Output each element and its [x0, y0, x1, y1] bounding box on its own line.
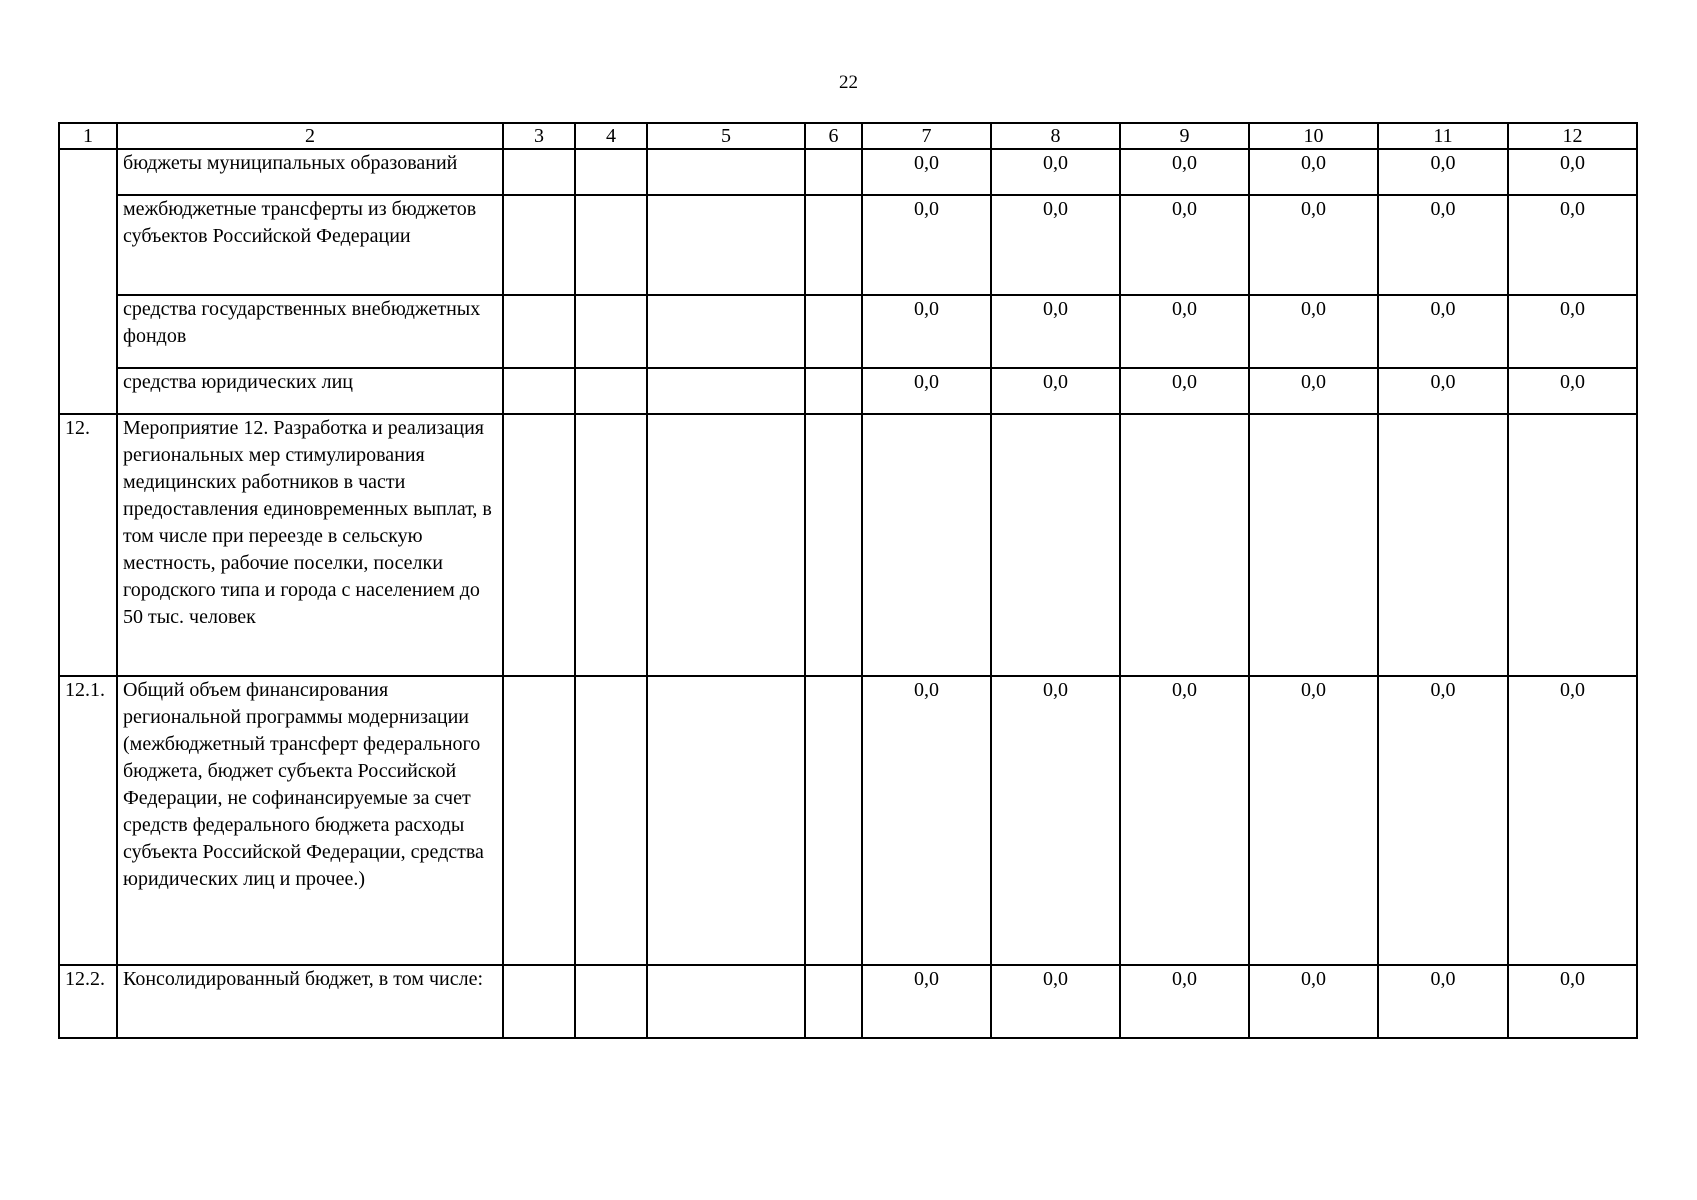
- empty-cell: [647, 965, 805, 1038]
- row-description: средства юридических лиц: [117, 368, 503, 414]
- value-cell: 0,0: [1508, 368, 1637, 414]
- row-description: бюджеты муниципальных образований: [117, 149, 503, 195]
- value-cell: 0,0: [1249, 676, 1378, 965]
- value-cell: [991, 414, 1120, 676]
- header-cell: 12: [1508, 123, 1637, 149]
- value-cell: 0,0: [991, 195, 1120, 295]
- value-cell: 0,0: [1120, 295, 1249, 368]
- value-cell: 0,0: [862, 965, 991, 1038]
- empty-cell: [575, 149, 647, 195]
- row-description: межбюджетные трансферты из бюджетов субъектов Российской Федерации: [117, 195, 503, 295]
- table-row: [59, 676, 1637, 965]
- header-row: [59, 123, 1637, 149]
- empty-cell: [805, 295, 862, 368]
- empty-cell: [647, 414, 805, 676]
- empty-cell: [575, 295, 647, 368]
- row-description: средства государственных внебюджетных фондов: [117, 295, 503, 368]
- header-cell: 9: [1120, 123, 1249, 149]
- value-cell: [1120, 414, 1249, 676]
- header-cell: 5: [647, 123, 805, 149]
- table-row: [59, 368, 1637, 414]
- value-cell: 0,0: [1378, 149, 1508, 195]
- empty-cell: [805, 368, 862, 414]
- value-cell: 0,0: [1378, 965, 1508, 1038]
- row-description: Консолидированный бюджет, в том числе:: [117, 965, 503, 1038]
- header-cell: 11: [1378, 123, 1508, 149]
- value-cell: 0,0: [1508, 195, 1637, 295]
- header-cell: 7: [862, 123, 991, 149]
- empty-cell: [805, 195, 862, 295]
- empty-cell: [503, 965, 575, 1038]
- table-row: [59, 195, 1637, 295]
- value-cell: 0,0: [862, 295, 991, 368]
- empty-cell: [575, 414, 647, 676]
- table-row: [59, 965, 1637, 1038]
- value-cell: 0,0: [1120, 195, 1249, 295]
- value-cell: 0,0: [1508, 676, 1637, 965]
- empty-cell: [575, 368, 647, 414]
- empty-cell: [805, 965, 862, 1038]
- empty-cell: [503, 368, 575, 414]
- header-cell: 8: [991, 123, 1120, 149]
- value-cell: 0,0: [1378, 195, 1508, 295]
- empty-cell: [503, 414, 575, 676]
- empty-cell: [647, 368, 805, 414]
- value-cell: [1378, 414, 1508, 676]
- value-cell: 0,0: [1249, 368, 1378, 414]
- value-cell: 0,0: [1508, 149, 1637, 195]
- value-cell: 0,0: [1378, 368, 1508, 414]
- row-number: 12.1.: [59, 676, 117, 965]
- row-number: 12.: [59, 414, 117, 676]
- header-cell: 6: [805, 123, 862, 149]
- table-row: [59, 149, 1637, 195]
- value-cell: 0,0: [991, 676, 1120, 965]
- page-number: 22: [839, 72, 858, 93]
- value-cell: 0,0: [991, 965, 1120, 1038]
- header-cell: 3: [503, 123, 575, 149]
- value-cell: [1249, 414, 1378, 676]
- value-cell: 0,0: [1508, 295, 1637, 368]
- value-cell: 0,0: [991, 368, 1120, 414]
- value-cell: 0,0: [1120, 965, 1249, 1038]
- empty-cell: [503, 295, 575, 368]
- empty-cell: [503, 676, 575, 965]
- value-cell: 0,0: [1249, 295, 1378, 368]
- value-cell: 0,0: [1249, 965, 1378, 1038]
- empty-cell: [647, 295, 805, 368]
- value-cell: 0,0: [862, 368, 991, 414]
- empty-cell: [647, 676, 805, 965]
- value-cell: 0,0: [862, 149, 991, 195]
- empty-cell: [647, 149, 805, 195]
- row-description: Общий объем финансирования региональной программы модернизации (межбюджетный трансферт федерального бюджета, бюджет субъекта Российской Федерации, не софинансируемые за счет средств федерального бюджета расходы субъекта Российской Федерации, средства юридических лиц и прочее.): [117, 676, 503, 965]
- value-cell: 0,0: [991, 149, 1120, 195]
- empty-cell: [805, 149, 862, 195]
- value-cell: 0,0: [862, 676, 991, 965]
- table-row: [59, 295, 1637, 368]
- empty-cell: [647, 195, 805, 295]
- empty-cell: [805, 676, 862, 965]
- empty-cell: [805, 414, 862, 676]
- row-description: Мероприятие 12. Разработка и реализация региональных мер стимулирования медицинских работников в части предоставления единовременных выплат, в том числе при переезде в сельскую местность, рабочие поселки, поселки городского типа и города с населением до 50 тыс. человек: [117, 414, 503, 676]
- budget-table: [58, 122, 1638, 1039]
- value-cell: [1508, 414, 1637, 676]
- header-cell: 2: [117, 123, 503, 149]
- value-cell: 0,0: [1120, 676, 1249, 965]
- value-cell: 0,0: [1378, 295, 1508, 368]
- value-cell: 0,0: [1249, 195, 1378, 295]
- value-cell: 0,0: [1249, 149, 1378, 195]
- value-cell: 0,0: [1120, 368, 1249, 414]
- empty-cell: [503, 195, 575, 295]
- value-cell: 0,0: [862, 195, 991, 295]
- value-cell: 0,0: [1378, 676, 1508, 965]
- header-cell: 1: [59, 123, 117, 149]
- value-cell: 0,0: [991, 295, 1120, 368]
- empty-cell: [575, 965, 647, 1038]
- empty-cell: [575, 676, 647, 965]
- value-cell: 0,0: [1120, 149, 1249, 195]
- row-number: [59, 149, 117, 414]
- row-number: 12.2.: [59, 965, 117, 1038]
- table-row: [59, 414, 1637, 676]
- value-cell: [862, 414, 991, 676]
- header-cell: 10: [1249, 123, 1378, 149]
- empty-cell: [575, 195, 647, 295]
- value-cell: 0,0: [1508, 965, 1637, 1038]
- header-cell: 4: [575, 123, 647, 149]
- empty-cell: [503, 149, 575, 195]
